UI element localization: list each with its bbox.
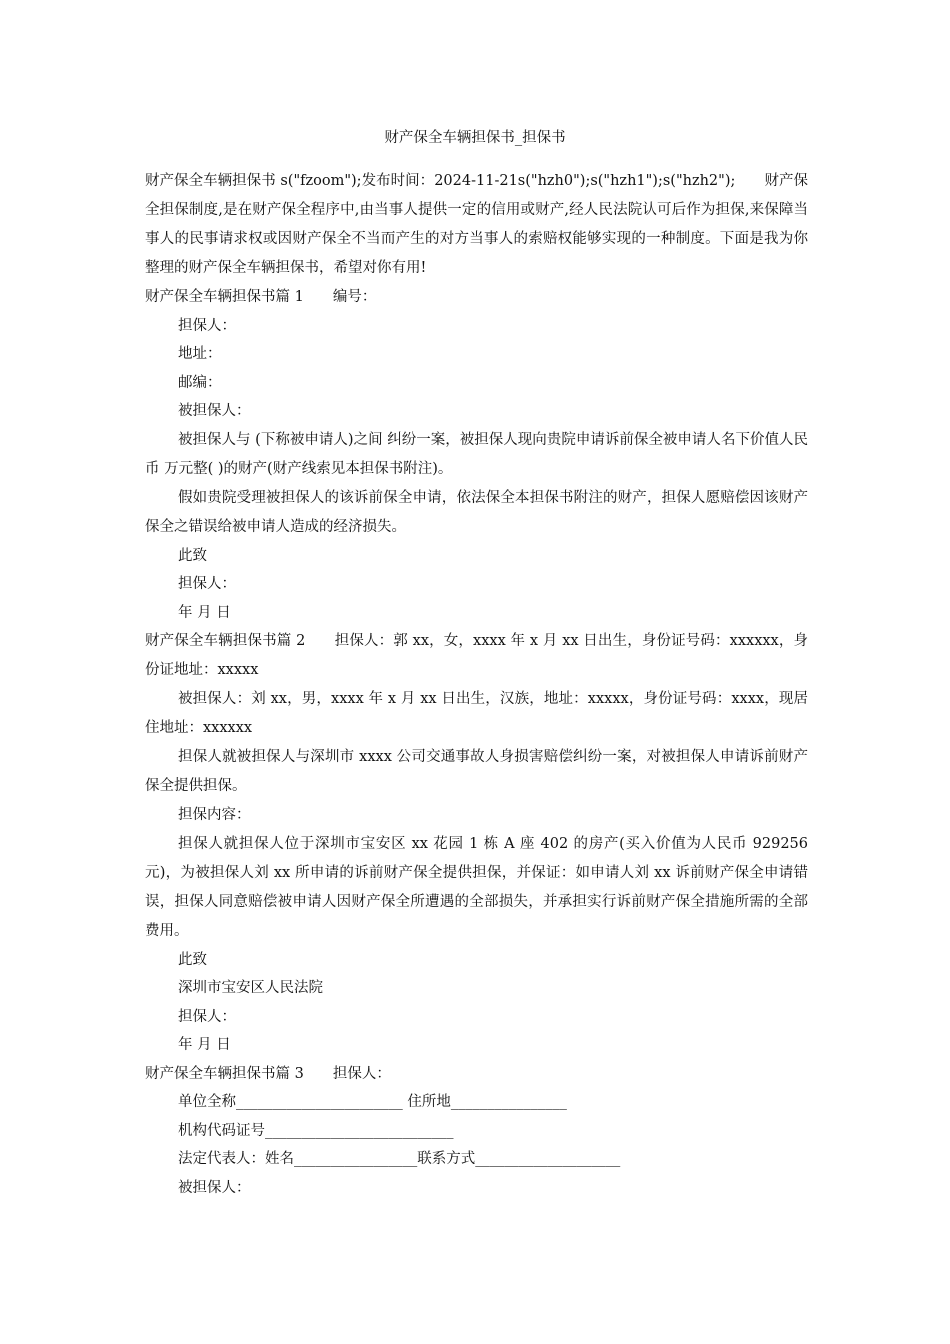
document-title: 财产保全车辆担保书_担保书 xyxy=(384,130,566,146)
section3-line-3: 法定代表人：姓名_________________联系方式____________________ xyxy=(178,1151,621,1167)
section1-signature: 担保人： xyxy=(178,576,236,592)
section2-court: 深圳市宝安区人民法院 xyxy=(178,980,323,996)
section2-content-label: 担保内容： xyxy=(178,807,251,823)
section3-heading: 财产保全车辆担保书篇 3 担保人： xyxy=(145,1065,391,1082)
section1-paragraph-1: 被担保人与 (下称被申请人)之间 纠纷一案，被担保人现向贵院申请诉前保全被申请人名下价值人民币 万元整( )的财产(财产线索见本担保书附注)。 xyxy=(145,431,808,477)
section2-paragraph-2: 担保人就被担保人与深圳市 xxxx 公司交通事故人身损害赔偿纠纷一案，对被担保人申请诉前财产保全提供担保。 xyxy=(145,749,808,794)
section1-salutation: 此致 xyxy=(178,547,207,564)
section1-postcode: 邮编： xyxy=(178,374,222,391)
section1-heading: 财产保全车辆担保书篇 1 编号： xyxy=(145,289,377,305)
section1-insured: 被担保人： xyxy=(178,403,251,419)
section2-date: 年 月 日 xyxy=(178,1037,231,1053)
section1-date: 年 月 日 xyxy=(178,604,231,621)
section2-paragraph-3: 担保人就担保人位于深圳市宝安区 xx 花园 1 栋 A 座 402 的房产(买入价值为人民币 929256 元)，为被担保人刘 xx 所申请的诉前财产保全提供担保，并保证：如申请人刘 xx 诉前财产保全申请错误，担保人同意赔偿被申请人因财产保全所遭遇的全部损失，并承担实行诉前财产保全措施所需的全部费用。 xyxy=(145,835,808,939)
section2-salutation: 此致 xyxy=(178,951,207,968)
section3-line-1: 单位全称_______________________ 住所地________________ xyxy=(178,1094,567,1110)
intro-paragraph: 财产保全车辆担保书 s("fzoom");发布时间：2024-11-21s("hzh0");s("hzh1");s("hzh2"); 财产保全担保制度,是在财产保全程序中,由当事人提供一定的信用或财产,经人民法院认可后作为担保,来保障当事人的民事请求权或因财产保全不当而产生的对方当事人的索赔权能够实现的一种制度。下面是我为你整理的财产保全车辆担保书，希望对你有用! xyxy=(145,173,808,276)
section1-paragraph-2: 假如贵院受理被担保人的该诉前保全申请，依法保全本担保书附注的财产，担保人愿赔偿因该财产保全之错误给被申请人造成的经济损失。 xyxy=(145,489,808,535)
section1-address: 地址： xyxy=(178,346,222,362)
section2-paragraph-1: 被担保人：刘 xx，男，xxxx 年 x 月 xx 日出生，汉族，地址：xxxxx，身份证号码：xxxx，现居住地址：xxxxxx xyxy=(145,691,808,736)
section1-guarantor: 担保人： xyxy=(178,317,236,334)
section3-line-4: 被担保人： xyxy=(178,1179,251,1196)
section2-signature: 担保人： xyxy=(178,1008,236,1025)
section2-heading: 财产保全车辆担保书篇 2 担保人：郭 xx，女，xxxx 年 x 月 xx 日出生，身份证号码：xxxxxx，身份证地址：xxxxx xyxy=(145,633,808,678)
section3-line-2: 机构代码证号__________________________ xyxy=(178,1122,454,1139)
document-body xyxy=(145,167,808,1202)
